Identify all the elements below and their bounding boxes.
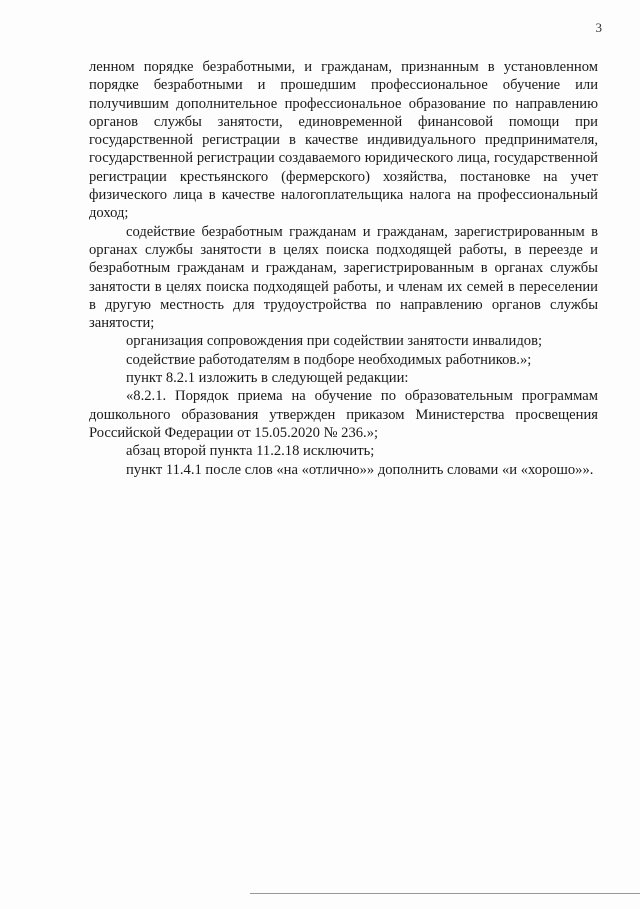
paragraph-clause-8-2-1-intro: пункт 8.2.1 изложить в следующей редакции: (126, 370, 409, 387)
paragraph-clause-11-4-1: пункт 11.4.1 после слов «на «отлично»» дополнить словами «и «хорошо»». (126, 461, 594, 478)
paragraph-continuation: ленном порядке безработными, и гражданам, признанным в установленном порядке безработными и прошедшим профессиональное обучение или получившим дополнительное профессиональное образование по направлению органов службы занятости, единовременной финансовой помощи при государственной регистрации в качестве индивидуального предпринимателя, государственной регистрации создаваемого юридического лица, государственной регистрации крестьянского (фермерского) хозяйства, постановке на учет физического лица в качестве налогоплательщика налога на профессиональный доход; (89, 59, 598, 222)
paragraph-employer-assistance: содействие работодателям в подборе необходимых работников.»; (126, 351, 532, 368)
paragraph-clause-8-2-1-text: «8.2.1. Порядок приема на обучение по образовательным программам дошкольного образования утвержден приказом Министерства просвещения Российской Федерации от 15.05.2020 № 236.»; (89, 388, 598, 441)
paragraph-relocation-assistance: содействие безработным гражданам и гражданам, зарегистрированным в органах службы занятости в целях поиска подходящей работы, в переезде и безработным гражданам и гражданам, зарегистрированным в органах службы занятости в целях поиска подходящей работы, и членам их семей в переселении в другую местность для трудоустройства по направлению органов службы занятости; (89, 223, 598, 332)
page-number: 3 (595, 20, 602, 35)
paragraph-disability-support: организация сопровождения при содействии занятости инвалидов; (126, 333, 543, 350)
bottom-edge-line (250, 893, 640, 894)
paragraph-clause-11-2-18: абзац второй пункта 11.2.18 исключить; (126, 443, 375, 460)
document-body (89, 58, 598, 479)
